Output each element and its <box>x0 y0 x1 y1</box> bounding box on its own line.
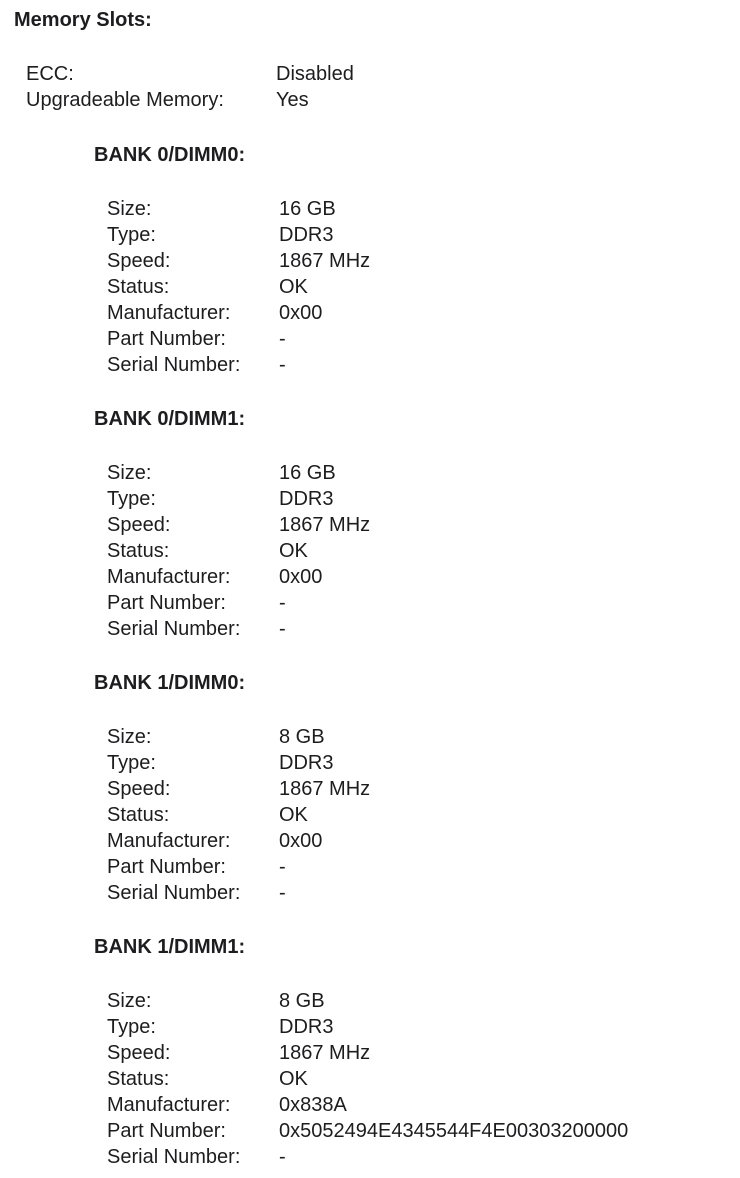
bank-section <box>94 670 370 906</box>
field-row-manufacturer <box>107 564 370 590</box>
summary-value: Yes <box>276 89 309 111</box>
field-value: 16 GB <box>279 198 336 220</box>
field-row-serial-number <box>107 880 370 906</box>
field-row-type <box>107 750 370 776</box>
field-row-size <box>107 724 370 750</box>
field-value: OK <box>279 1068 308 1090</box>
field-row-part-number <box>107 326 370 352</box>
field-key: Part Number: <box>107 592 226 614</box>
field-key: Speed: <box>107 1042 171 1064</box>
field-key: Serial Number: <box>107 1146 241 1168</box>
field-value: DDR3 <box>279 1016 334 1038</box>
field-key: Part Number: <box>107 856 226 878</box>
field-value: OK <box>279 804 308 826</box>
field-row-part-number <box>107 1118 628 1144</box>
field-row-size <box>107 196 370 222</box>
field-row-manufacturer <box>107 300 370 326</box>
bank-title: BANK 1/DIMM0: <box>94 672 246 694</box>
field-value: 0x00 <box>279 302 323 324</box>
field-value: 1867 MHz <box>279 1042 371 1064</box>
field-value: - <box>279 856 286 878</box>
field-value: 0x5052494E4345544F4E00303200000 <box>279 1120 629 1142</box>
field-key: Manufacturer: <box>107 830 231 852</box>
field-key: Type: <box>107 488 156 510</box>
field-key: Status: <box>107 540 170 562</box>
field-row-status <box>107 538 370 564</box>
field-row-size <box>107 988 628 1014</box>
field-key: Manufacturer: <box>107 566 231 588</box>
field-row-status <box>107 802 370 828</box>
field-key: Speed: <box>107 250 171 272</box>
field-value: DDR3 <box>279 488 334 510</box>
field-key: Part Number: <box>107 1120 226 1142</box>
field-row-serial-number <box>107 616 370 642</box>
bank-section <box>94 142 370 378</box>
field-value: 0x838A <box>279 1094 347 1116</box>
bank-section <box>94 934 628 1170</box>
field-key: Type: <box>107 752 156 774</box>
field-row-status <box>107 1066 628 1092</box>
field-value: 16 GB <box>279 462 336 484</box>
bank-title: BANK 0/DIMM1: <box>94 408 246 430</box>
field-value: - <box>279 618 286 640</box>
field-value: 0x00 <box>279 830 323 852</box>
bank-title: BANK 0/DIMM0: <box>94 144 246 166</box>
field-key: Size: <box>107 726 152 748</box>
field-row-serial-number <box>107 1144 628 1170</box>
field-key: Status: <box>107 276 170 298</box>
field-row-serial-number <box>107 352 370 378</box>
field-key: Speed: <box>107 778 171 800</box>
field-row-type <box>107 222 370 248</box>
bank-title: BANK 1/DIMM1: <box>94 936 246 958</box>
summary-row-upgradeable-memory <box>26 87 354 113</box>
field-key: Type: <box>107 224 156 246</box>
field-key: Type: <box>107 1016 156 1038</box>
field-value: 8 GB <box>279 726 325 748</box>
field-value: OK <box>279 540 308 562</box>
field-row-speed <box>107 248 370 274</box>
field-value: 1867 MHz <box>279 250 371 272</box>
field-value: - <box>279 354 286 376</box>
field-row-size <box>107 460 370 486</box>
field-value: OK <box>279 276 308 298</box>
bank-fields <box>107 988 628 1170</box>
field-key: Status: <box>107 1068 170 1090</box>
field-row-manufacturer <box>107 828 370 854</box>
field-key: Manufacturer: <box>107 302 231 324</box>
field-key: Manufacturer: <box>107 1094 231 1116</box>
field-value: - <box>279 328 286 350</box>
page-title: Memory Slots: <box>14 9 152 31</box>
summary-value: Disabled <box>276 63 354 85</box>
field-row-part-number <box>107 854 370 880</box>
field-value: - <box>279 592 286 614</box>
summary-row-ecc <box>26 61 354 87</box>
bank-fields <box>107 724 370 906</box>
field-key: Part Number: <box>107 328 226 350</box>
field-row-part-number <box>107 590 370 616</box>
field-key: Size: <box>107 462 152 484</box>
field-row-type <box>107 486 370 512</box>
field-key: Serial Number: <box>107 354 241 376</box>
summary-key: Upgradeable Memory: <box>26 89 224 111</box>
field-value: 8 GB <box>279 990 325 1012</box>
memory-summary <box>26 61 354 113</box>
field-value: 0x00 <box>279 566 323 588</box>
field-row-type <box>107 1014 628 1040</box>
bank-section <box>94 406 370 642</box>
summary-key: ECC: <box>26 63 74 85</box>
field-value: DDR3 <box>279 752 334 774</box>
bank-fields <box>107 196 370 378</box>
field-row-status <box>107 274 370 300</box>
field-key: Size: <box>107 990 152 1012</box>
field-row-speed <box>107 1040 628 1066</box>
field-row-manufacturer <box>107 1092 628 1118</box>
field-key: Speed: <box>107 514 171 536</box>
field-key: Size: <box>107 198 152 220</box>
field-value: 1867 MHz <box>279 514 371 536</box>
field-value: - <box>279 882 286 904</box>
field-value: - <box>279 1146 286 1168</box>
field-key: Serial Number: <box>107 618 241 640</box>
field-value: 1867 MHz <box>279 778 371 800</box>
bank-fields <box>107 460 370 642</box>
field-value: DDR3 <box>279 224 334 246</box>
field-row-speed <box>107 512 370 538</box>
field-key: Serial Number: <box>107 882 241 904</box>
field-key: Status: <box>107 804 170 826</box>
field-row-speed <box>107 776 370 802</box>
